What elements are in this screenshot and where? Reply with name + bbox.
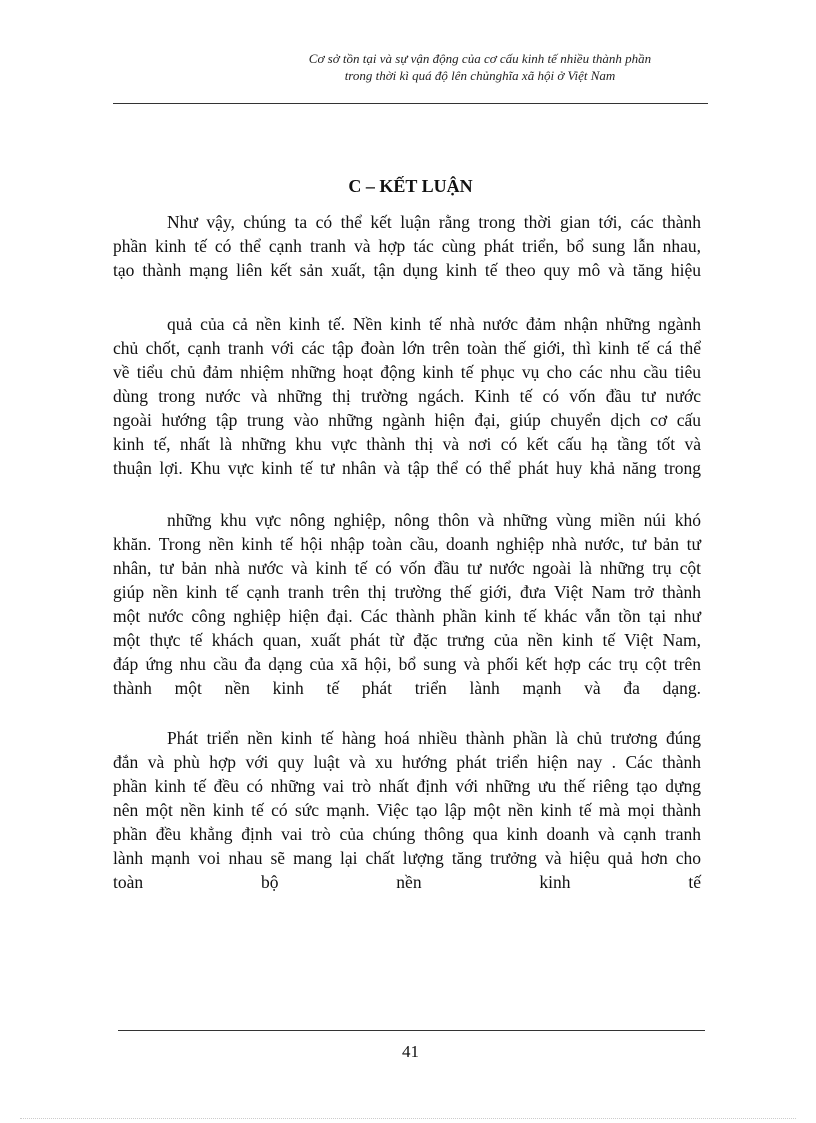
text-line: một thực tế khách quan, xuất phát từ đặc trưng của nền kinh tế Việt Nam, — [113, 630, 701, 650]
paragraph-2 — [113, 312, 701, 480]
text-line: đắn và phù hợp với quy luật và xu hướng phát triển hiện nay . Các thành — [113, 752, 701, 772]
running-header — [260, 50, 700, 84]
text-line: lành mạnh voi nhau sẽ mang lại chất lượng tăng trưởng và hiệu quả hơn cho — [113, 848, 701, 868]
text-line: những khu vực nông nghiệp, nông thôn và những vùng miền núi khó — [167, 510, 701, 530]
text-line: phần kinh tế có thể cạnh tranh và hợp tác cùng phát triển, bổ sung lẫn nhau, — [113, 236, 701, 256]
text-line: toàn bộ nền kinh tế — [113, 872, 701, 892]
paragraph-3 — [113, 508, 701, 700]
text-line: giúp nền kinh tế cạnh tranh trên thị trường thế giới, đưa Việt Nam trở thành — [113, 582, 701, 602]
text-line: ngoài hướng tập trung vào những ngành hiện đại, giúp chuyển dịch cơ cấu — [113, 410, 701, 430]
text-line: tạo thành mạng liên kết sản xuất, tận dụng kinh tế theo quy mô và tăng hiệu — [113, 260, 701, 280]
text-line: nên một nền kinh tế có sức mạnh. Việc tạo lập một nền kinh tế mà mọi thành — [113, 800, 701, 820]
text-line: Như vậy, chúng ta có thể kết luận rằng trong thời gian tới, các thành — [167, 212, 701, 232]
paragraph-1 — [113, 210, 701, 282]
header-line-2: trong thời kì quá độ lên chủnghĩa xã hội ở Việt Nam — [344, 68, 616, 83]
text-line: Phát triển nền kinh tế hàng hoá nhiều thành phần là chủ trương đúng — [167, 728, 701, 748]
text-line: kinh tế, nhất là những khu vực thành thị và nơi có kết cấu hạ tầng tốt và — [113, 434, 701, 454]
paragraph-4 — [113, 726, 701, 894]
page-number: 41 — [402, 1042, 419, 1061]
text-line: khăn. Trong nền kinh tế hội nhập toàn cầu, doanh nghiệp nhà nước, tư bản tư — [113, 534, 701, 554]
text-line: quả của cả nền kinh tế. Nền kinh tế nhà nước đảm nhận những ngành — [167, 314, 701, 334]
text-line: phần kinh tế đều có những vai trò nhất định với những ưu thế riêng tạo dựng — [113, 776, 701, 796]
text-line: về tiểu chủ đảm nhiệm những hoạt động kinh tế phục vụ cho các nhu cầu tiêu — [113, 362, 701, 382]
header-line-1: Cơ sở tồn tại và sự vận động của cơ cấu kinh tế nhiều thành phần — [308, 51, 652, 66]
text-line: một nước công nghiệp hiện đại. Các thành phần kinh tế khác vẫn tồn tại như — [113, 606, 701, 626]
page-bottom-border — [20, 1118, 796, 1119]
header-divider — [113, 103, 708, 104]
text-line: đáp ứng nhu cầu đa dạng của xã hội, bổ sung và phối kết hợp các trụ cột trên — [113, 654, 701, 674]
text-line: phần đều khẳng định vai trò của chúng thông qua kinh doanh và cạnh tranh — [113, 824, 701, 844]
text-line: dùng trong nước và những thị trường ngách. Kinh tế có vốn đầu tư nước — [113, 386, 701, 406]
section-title: C – KẾT LUẬN — [348, 176, 473, 196]
footer-divider — [118, 1030, 705, 1031]
text-line: chủ chốt, cạnh tranh với các tập đoàn lớn trên toàn thế giới, thì kinh tế cá thể — [113, 338, 701, 358]
text-line: thành một nền kinh tế phát triển lành mạnh và đa dạng. — [113, 678, 701, 698]
text-line: nhân, tư bản nhà nước và kinh tế có vốn đầu tư nước ngoài là những trụ cột — [113, 558, 701, 578]
text-line: thuận lợi. Khu vực kinh tế tư nhân và tập thể có thể phát huy khả năng trong — [113, 458, 701, 478]
